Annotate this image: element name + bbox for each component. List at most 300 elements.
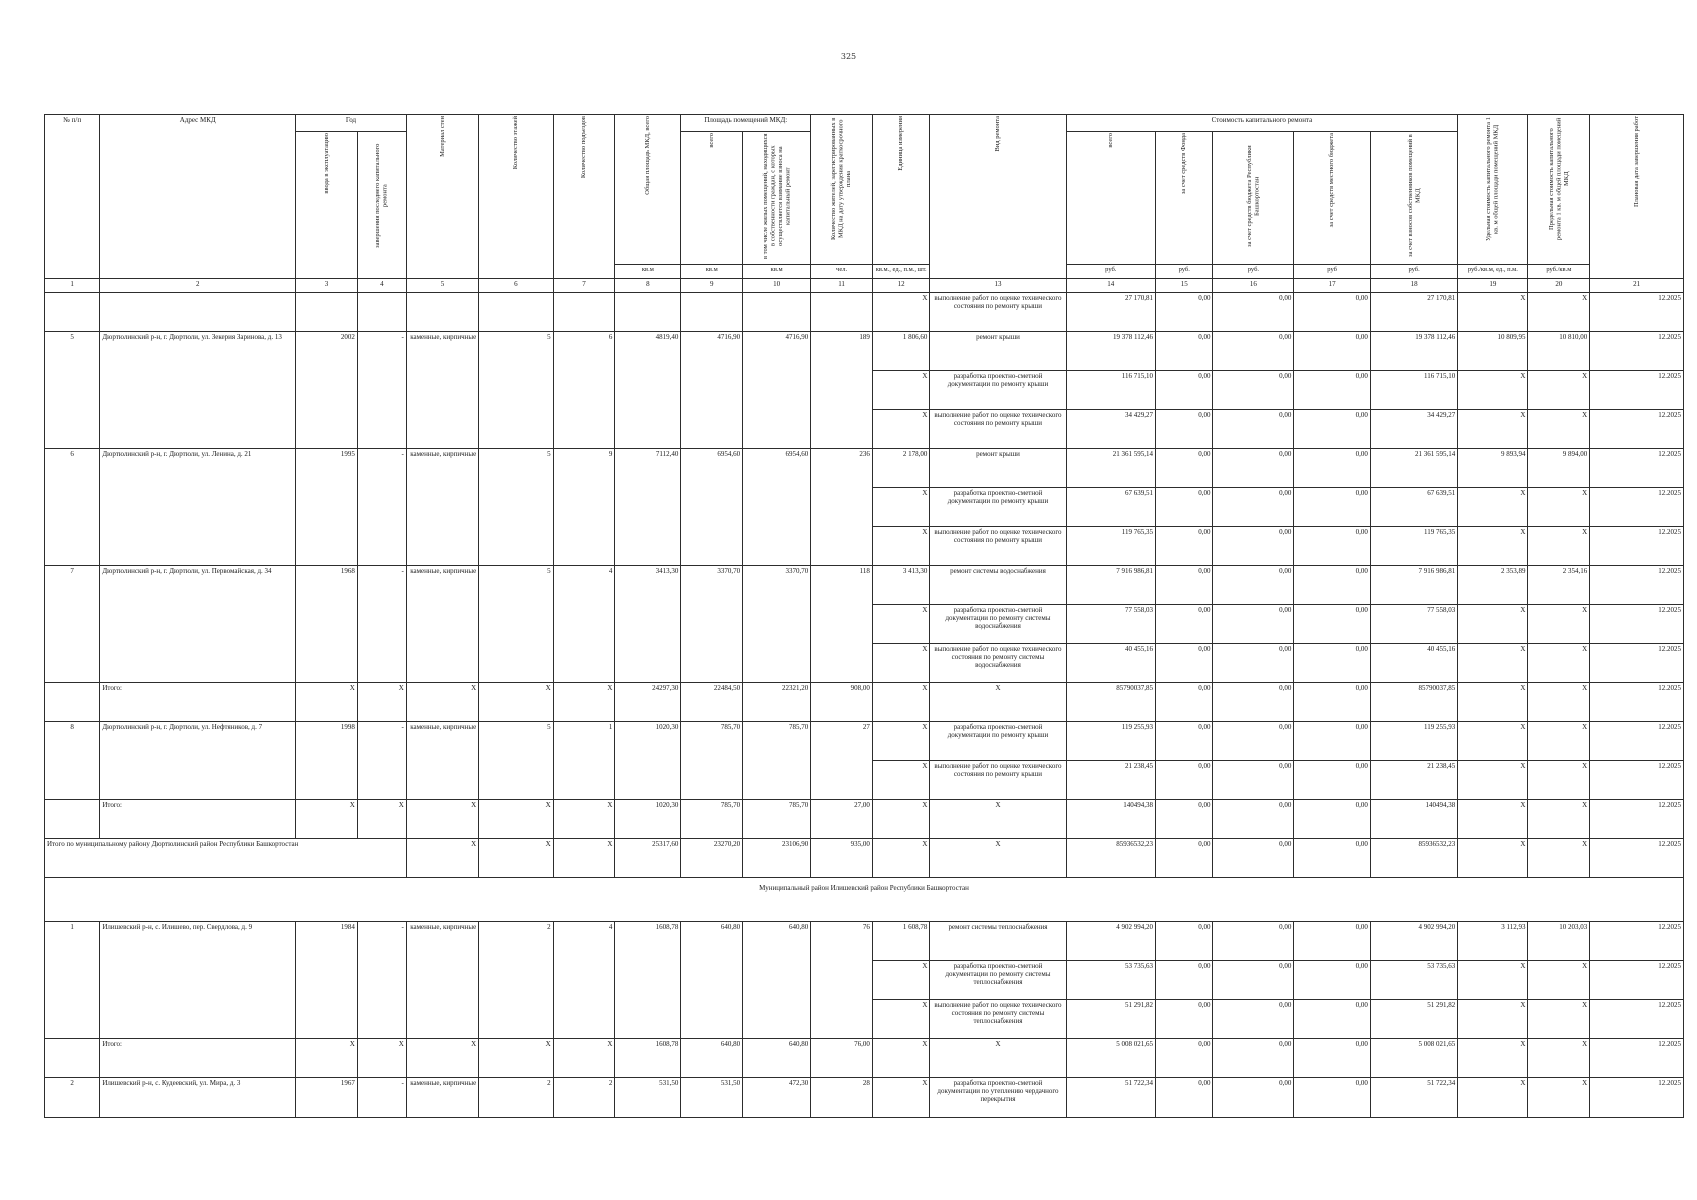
- unit-cell: кв.м: [615, 265, 681, 279]
- residents: 189: [811, 332, 873, 449]
- cost-owners: 53 735,63: [1370, 961, 1457, 1000]
- table-row: [45, 722, 1684, 761]
- wall-material: каменные, кирпичные: [406, 449, 478, 566]
- cost-local: 0,00: [1294, 1000, 1371, 1039]
- unit-value: X: [872, 644, 929, 683]
- cost-local: 0,00: [1294, 371, 1371, 410]
- max-cost: 9 894,00: [1528, 449, 1590, 488]
- cost-local: 0,00: [1294, 1078, 1371, 1118]
- x-mark: X: [872, 800, 929, 839]
- cost-fund: 0,00: [1155, 683, 1212, 722]
- cost-republic: 0,00: [1213, 371, 1294, 410]
- cost-fund: 0,00: [1155, 566, 1212, 605]
- total-area: 531,50: [615, 1078, 681, 1118]
- cost-total: 119 765,35: [1066, 527, 1155, 566]
- column-number: 5: [406, 279, 478, 293]
- premises-total: 785,70: [681, 722, 743, 800]
- premises-total: 3370,70: [681, 566, 743, 683]
- empty-cell: [743, 293, 811, 332]
- max-cost: X: [1528, 488, 1590, 527]
- cost-republic: 0,00: [1213, 566, 1294, 605]
- cost-owners: 27 170,81: [1370, 293, 1457, 332]
- work-type: выполнение работ по оценке технического состояния по ремонту крыши: [930, 761, 1066, 800]
- district-total-label: Итого по муниципальному району Дюртюлинский район Республики Башкортостан: [45, 839, 407, 878]
- max-cost: X: [1528, 1039, 1590, 1078]
- cost-republic: 0,00: [1213, 293, 1294, 332]
- premises-total: 23270,20: [681, 839, 743, 878]
- cost-owners: 4 902 994,20: [1370, 922, 1457, 961]
- cost-total: 51 722,34: [1066, 1078, 1155, 1118]
- deadline: 12.2025: [1590, 1039, 1684, 1078]
- district-total-row: [45, 839, 1684, 878]
- house-address: Илишевский р-н, с. Кудеевский, ул. Мира, д. 3: [100, 1078, 296, 1118]
- cost-local: 0,00: [1294, 761, 1371, 800]
- column-number: 21: [1590, 279, 1684, 293]
- column-number: 20: [1528, 279, 1590, 293]
- cost-local: 0,00: [1294, 722, 1371, 761]
- subtotal-row: [45, 1039, 1684, 1078]
- residents: 76,00: [811, 1039, 873, 1078]
- premises-paid: 785,70: [743, 800, 811, 839]
- section-title: Муниципальный район Илишевский район Республики Башкортостан: [45, 878, 1684, 922]
- house-address: Дюртюлинский р-н, г. Дюртюли, ул. Первомайская, д. 34: [100, 566, 296, 683]
- column-number: 17: [1294, 279, 1371, 293]
- unit-value: 2 178,00: [872, 449, 929, 488]
- header-total-area: Общая площадь МКД, всего: [615, 115, 681, 265]
- max-cost: X: [1528, 293, 1590, 332]
- cost-owners: 119 255,93: [1370, 722, 1457, 761]
- cost-republic: 0,00: [1213, 410, 1294, 449]
- column-number: 7: [553, 279, 615, 293]
- x-mark: X: [553, 800, 615, 839]
- work-type: ремонт крыши: [930, 449, 1066, 488]
- year-repair: -: [357, 449, 406, 566]
- specific-cost: X: [1458, 605, 1528, 644]
- unit-value: X: [872, 1000, 929, 1039]
- house-address: Дюртюлинский р-н, г. Дюртюли, ул. Ленина, д. 21: [100, 449, 296, 566]
- table-row: [45, 922, 1684, 961]
- max-cost: X: [1528, 839, 1590, 878]
- x-mark: X: [406, 800, 478, 839]
- cost-total: 19 378 112,46: [1066, 332, 1155, 371]
- unit-value: X: [872, 605, 929, 644]
- header-address: Адрес МКД: [100, 115, 296, 279]
- total-area: 7112,40: [615, 449, 681, 566]
- unit-cell: кв.м: [681, 265, 743, 279]
- x-mark: X: [930, 839, 1066, 878]
- deadline: 12.2025: [1590, 371, 1684, 410]
- cost-fund: 0,00: [1155, 800, 1212, 839]
- cost-local: 0,00: [1294, 527, 1371, 566]
- x-mark: X: [406, 1039, 478, 1078]
- cost-owners: 140494,38: [1370, 800, 1457, 839]
- work-type: выполнение работ по оценке технического состояния по ремонту крыши: [930, 293, 1066, 332]
- work-type: разработка проектно-сметной документации по ремонту системы теплоснабжения: [930, 961, 1066, 1000]
- specific-cost: X: [1458, 293, 1528, 332]
- work-type: разработка проектно-сметной документации по ремонту крыши: [930, 488, 1066, 527]
- max-cost: X: [1528, 1000, 1590, 1039]
- residents: 27: [811, 722, 873, 800]
- empty-cell: [553, 293, 615, 332]
- max-cost: X: [1528, 683, 1590, 722]
- cost-owners: 116 715,10: [1370, 371, 1457, 410]
- cost-fund: 0,00: [1155, 644, 1212, 683]
- premises-paid: 472,30: [743, 1078, 811, 1118]
- cost-total: 140494,38: [1066, 800, 1155, 839]
- deadline: 12.2025: [1590, 293, 1684, 332]
- wall-material: каменные, кирпичные: [406, 332, 478, 449]
- deadline: 12.2025: [1590, 410, 1684, 449]
- year-built: 1998: [296, 722, 358, 800]
- cost-republic: 0,00: [1213, 605, 1294, 644]
- row-number: 6: [45, 449, 100, 566]
- empty-cell: [681, 293, 743, 332]
- unit-cell: руб.: [1066, 265, 1155, 279]
- max-cost: X: [1528, 605, 1590, 644]
- column-numbers-row: [45, 279, 1684, 293]
- year-repair: -: [357, 922, 406, 1039]
- cost-fund: 0,00: [1155, 527, 1212, 566]
- year-built: 2002: [296, 332, 358, 449]
- work-type: выполнение работ по оценке технического состояния по ремонту системы теплоснабжения: [930, 1000, 1066, 1039]
- max-cost: 10 203,03: [1528, 922, 1590, 961]
- x-mark: X: [553, 839, 615, 878]
- x-mark: X: [357, 800, 406, 839]
- cost-total: 21 361 595,14: [1066, 449, 1155, 488]
- empty-cell: [45, 800, 100, 839]
- table-row: [45, 332, 1684, 371]
- max-cost: X: [1528, 961, 1590, 1000]
- work-type: ремонт крыши: [930, 332, 1066, 371]
- max-cost: 10 810,00: [1528, 332, 1590, 371]
- premises-paid: 22321,20: [743, 683, 811, 722]
- year-built: 1967: [296, 1078, 358, 1118]
- specific-cost: X: [1458, 839, 1528, 878]
- x-mark: X: [479, 1039, 553, 1078]
- cost-fund: 0,00: [1155, 1078, 1212, 1118]
- header-floors: Количество этажей: [479, 115, 553, 279]
- header-republic: за счет средств бюджета Республики Башкортостан: [1213, 132, 1294, 265]
- work-type: разработка проектно-сметной документации по утеплению чердачного перекрытия: [930, 1078, 1066, 1118]
- year-repair: -: [357, 332, 406, 449]
- unit-cell: чел.: [811, 265, 873, 279]
- empty-cell: [811, 293, 873, 332]
- cost-fund: 0,00: [1155, 488, 1212, 527]
- entrances: 9: [553, 449, 615, 566]
- specific-cost: X: [1458, 961, 1528, 1000]
- house-address: Дюртюлинский р-н, г. Дюртюли, ул. Зекерия Заринова, д. 13: [100, 332, 296, 449]
- specific-cost: 2 353,89: [1458, 566, 1528, 605]
- cost-total: 85790037,85: [1066, 683, 1155, 722]
- cost-fund: 0,00: [1155, 761, 1212, 800]
- max-cost: X: [1528, 1078, 1590, 1118]
- premises-total: 785,70: [681, 800, 743, 839]
- cost-local: 0,00: [1294, 683, 1371, 722]
- x-mark: X: [479, 683, 553, 722]
- column-number: 1: [45, 279, 100, 293]
- header-work-type: Вид ремонта: [930, 115, 1066, 279]
- x-mark: X: [872, 683, 929, 722]
- specific-cost: 10 809,95: [1458, 332, 1528, 371]
- max-cost: X: [1528, 371, 1590, 410]
- row-number: 2: [45, 1078, 100, 1118]
- x-mark: X: [296, 1039, 358, 1078]
- max-cost: X: [1528, 800, 1590, 839]
- unit-cell: руб: [1294, 265, 1371, 279]
- x-mark: X: [930, 1039, 1066, 1078]
- x-mark: X: [479, 800, 553, 839]
- cost-total: 53 735,63: [1066, 961, 1155, 1000]
- max-cost: X: [1528, 644, 1590, 683]
- work-type: разработка проектно-сметной документации по ремонту крыши: [930, 722, 1066, 761]
- residents: 76: [811, 922, 873, 1039]
- cost-owners: 77 558,03: [1370, 605, 1457, 644]
- cost-total: 77 558,03: [1066, 605, 1155, 644]
- empty-cell: [615, 293, 681, 332]
- cost-owners: 7 916 986,81: [1370, 566, 1457, 605]
- subtotal-row: [45, 800, 1684, 839]
- x-mark: X: [872, 839, 929, 878]
- entrances: 4: [553, 566, 615, 683]
- header-specific-cost: Удельная стоимость капитального ремонта 1 кв. м общей площади помещений МКД: [1458, 115, 1528, 265]
- premises-total: 640,80: [681, 922, 743, 1039]
- entrances: 1: [553, 722, 615, 800]
- cost-local: 0,00: [1294, 644, 1371, 683]
- empty-cell: [479, 293, 553, 332]
- column-number: 14: [1066, 279, 1155, 293]
- premises-total: 6954,60: [681, 449, 743, 566]
- deadline: 12.2025: [1590, 527, 1684, 566]
- work-type: ремонт системы теплоснабжения: [930, 922, 1066, 961]
- cost-fund: 0,00: [1155, 371, 1212, 410]
- cost-fund: 0,00: [1155, 1039, 1212, 1078]
- x-mark: X: [296, 683, 358, 722]
- cost-republic: 0,00: [1213, 644, 1294, 683]
- capital-repair-table-container: [44, 114, 1684, 1118]
- column-number: 13: [930, 279, 1066, 293]
- cost-owners: 34 429,27: [1370, 410, 1457, 449]
- cost-total: 85936532,23: [1066, 839, 1155, 878]
- premises-total: 22484,50: [681, 683, 743, 722]
- work-type: выполнение работ по оценке технического состояния по ремонту крыши: [930, 527, 1066, 566]
- column-number: 10: [743, 279, 811, 293]
- total-area: 1608,78: [615, 922, 681, 1039]
- row-number: 8: [45, 722, 100, 800]
- cost-total: 21 238,45: [1066, 761, 1155, 800]
- unit-value: 1 806,60: [872, 332, 929, 371]
- year-built: 1968: [296, 566, 358, 683]
- cost-republic: 0,00: [1213, 449, 1294, 488]
- work-type: ремонт системы водоснабжения: [930, 566, 1066, 605]
- x-mark: X: [930, 683, 1066, 722]
- max-cost: X: [1528, 410, 1590, 449]
- cost-republic: 0,00: [1213, 1039, 1294, 1078]
- specific-cost: X: [1458, 1000, 1528, 1039]
- total-area: 1608,78: [615, 1039, 681, 1078]
- table-row: [45, 1078, 1684, 1118]
- subtotal-label: Итого:: [100, 1039, 296, 1078]
- work-type: разработка проектно-сметной документации по ремонту крыши: [930, 371, 1066, 410]
- cost-local: 0,00: [1294, 922, 1371, 961]
- premises-total: 531,50: [681, 1078, 743, 1118]
- total-area: 1020,30: [615, 800, 681, 839]
- work-type: выполнение работ по оценке технического состояния по ремонту системы водоснабжения: [930, 644, 1066, 683]
- subtotal-label: Итого:: [100, 800, 296, 839]
- unit-value: X: [872, 293, 929, 332]
- header-year-built: ввода в эксплуатацию: [296, 132, 358, 279]
- row-number: 5: [45, 332, 100, 449]
- unit-cell: руб.: [1155, 265, 1212, 279]
- premises-total: 4716,90: [681, 332, 743, 449]
- cost-republic: 0,00: [1213, 488, 1294, 527]
- max-cost: 2 354,16: [1528, 566, 1590, 605]
- total-area: 1020,30: [615, 722, 681, 800]
- deadline: 12.2025: [1590, 761, 1684, 800]
- table-row: [45, 566, 1684, 605]
- cost-owners: 19 378 112,46: [1370, 332, 1457, 371]
- cost-fund: 0,00: [1155, 839, 1212, 878]
- cost-local: 0,00: [1294, 449, 1371, 488]
- residents: 28: [811, 1078, 873, 1118]
- house-address: Илишевский р-н, с. Илишево, пер. Свердлова, д. 9: [100, 922, 296, 1039]
- premises-paid: 640,80: [743, 1039, 811, 1078]
- column-number: 15: [1155, 279, 1212, 293]
- cost-local: 0,00: [1294, 332, 1371, 371]
- empty-cell: [45, 293, 100, 332]
- header-premises-total: всего: [681, 132, 743, 265]
- header-deadline: Плановая дата завершения работ: [1590, 115, 1684, 279]
- specific-cost: X: [1458, 800, 1528, 839]
- cost-republic: 0,00: [1213, 961, 1294, 1000]
- residents: 935,00: [811, 839, 873, 878]
- column-number: 12: [872, 279, 929, 293]
- x-mark: X: [553, 1039, 615, 1078]
- work-type: выполнение работ по оценке технического состояния по ремонту крыши: [930, 410, 1066, 449]
- premises-total: 640,80: [681, 1039, 743, 1078]
- header-owners: за счет взносов собственников помещений в МКД: [1370, 132, 1457, 265]
- unit-cell: руб./кв.м, ед., п.м.: [1458, 265, 1528, 279]
- deadline: 12.2025: [1590, 961, 1684, 1000]
- header-premises-group: Площадь помещений МКД:: [681, 115, 811, 132]
- cost-total: 34 429,27: [1066, 410, 1155, 449]
- x-mark: X: [296, 800, 358, 839]
- unit-cell: руб.: [1370, 265, 1457, 279]
- cost-owners: 40 455,16: [1370, 644, 1457, 683]
- deadline: 12.2025: [1590, 1000, 1684, 1039]
- cost-fund: 0,00: [1155, 332, 1212, 371]
- house-address: Дюртюлинский р-н, г. Дюртюли, ул. Нефтяников, д. 7: [100, 722, 296, 800]
- cost-republic: 0,00: [1213, 1078, 1294, 1118]
- cost-owners: 5 008 021,65: [1370, 1039, 1457, 1078]
- total-area: 24297,30: [615, 683, 681, 722]
- unit-value: X: [872, 527, 929, 566]
- header-cost-total: всего: [1066, 132, 1155, 265]
- premises-paid: 4716,90: [743, 332, 811, 449]
- page-number: 325: [840, 52, 857, 61]
- premises-paid: 6954,60: [743, 449, 811, 566]
- unit-cell: руб./кв.м: [1528, 265, 1590, 279]
- column-number: 19: [1458, 279, 1528, 293]
- cost-total: 4 902 994,20: [1066, 922, 1155, 961]
- floors: 2: [479, 922, 553, 1039]
- cost-fund: 0,00: [1155, 1000, 1212, 1039]
- cost-local: 0,00: [1294, 566, 1371, 605]
- cost-local: 0,00: [1294, 961, 1371, 1000]
- deadline: 12.2025: [1590, 722, 1684, 761]
- cost-owners: 51 722,34: [1370, 1078, 1457, 1118]
- cost-fund: 0,00: [1155, 922, 1212, 961]
- column-number: 2: [100, 279, 296, 293]
- residents: 27,00: [811, 800, 873, 839]
- specific-cost: X: [1458, 527, 1528, 566]
- specific-cost: X: [1458, 722, 1528, 761]
- header-local: за счет средств местного бюджета: [1294, 132, 1371, 265]
- subtotal-row: [45, 683, 1684, 722]
- specific-cost: 9 893,94: [1458, 449, 1528, 488]
- cost-fund: 0,00: [1155, 961, 1212, 1000]
- floors: 5: [479, 449, 553, 566]
- header-num: № п/п: [45, 115, 100, 279]
- header-cost-group: Стоимость капитального ремонта: [1066, 115, 1458, 132]
- subtotal-label: Итого:: [100, 683, 296, 722]
- premises-paid: 785,70: [743, 722, 811, 800]
- specific-cost: X: [1458, 1039, 1528, 1078]
- cost-fund: 0,00: [1155, 449, 1212, 488]
- cost-fund: 0,00: [1155, 410, 1212, 449]
- empty-cell: [45, 1039, 100, 1078]
- cost-total: 67 639,51: [1066, 488, 1155, 527]
- specific-cost: X: [1458, 488, 1528, 527]
- table-row: [45, 449, 1684, 488]
- column-number: 16: [1213, 279, 1294, 293]
- x-mark: X: [872, 1039, 929, 1078]
- cost-total: 27 170,81: [1066, 293, 1155, 332]
- cost-total: 40 455,16: [1066, 644, 1155, 683]
- cost-republic: 0,00: [1213, 800, 1294, 839]
- header-unit: Единица измерения: [872, 115, 929, 265]
- cost-owners: 21 238,45: [1370, 761, 1457, 800]
- entrances: 4: [553, 922, 615, 1039]
- floors: 2: [479, 1078, 553, 1118]
- cost-republic: 0,00: [1213, 527, 1294, 566]
- unit-value: X: [872, 371, 929, 410]
- year-built: 1984: [296, 922, 358, 1039]
- column-number: 3: [296, 279, 358, 293]
- cost-republic: 0,00: [1213, 683, 1294, 722]
- deadline: 12.2025: [1590, 644, 1684, 683]
- unit-value: X: [872, 961, 929, 1000]
- header-residents: Количество жителей, зарегистрированных в МКД на дату утверждения краткосрочного плана: [811, 115, 873, 265]
- year-repair: -: [357, 722, 406, 800]
- max-cost: X: [1528, 527, 1590, 566]
- cost-owners: 67 639,51: [1370, 488, 1457, 527]
- x-mark: X: [930, 800, 1066, 839]
- specific-cost: X: [1458, 371, 1528, 410]
- year-repair: -: [357, 1078, 406, 1118]
- cost-republic: 0,00: [1213, 332, 1294, 371]
- empty-cell: [45, 683, 100, 722]
- cost-republic: 0,00: [1213, 761, 1294, 800]
- deadline: 12.2025: [1590, 839, 1684, 878]
- cost-republic: 0,00: [1213, 839, 1294, 878]
- cost-total: 116 715,10: [1066, 371, 1155, 410]
- year-repair: -: [357, 566, 406, 683]
- column-number: 6: [479, 279, 553, 293]
- deadline: 12.2025: [1590, 449, 1684, 488]
- unit-value: X: [872, 410, 929, 449]
- unit-cell: кв.м: [743, 265, 811, 279]
- row-number: 7: [45, 566, 100, 683]
